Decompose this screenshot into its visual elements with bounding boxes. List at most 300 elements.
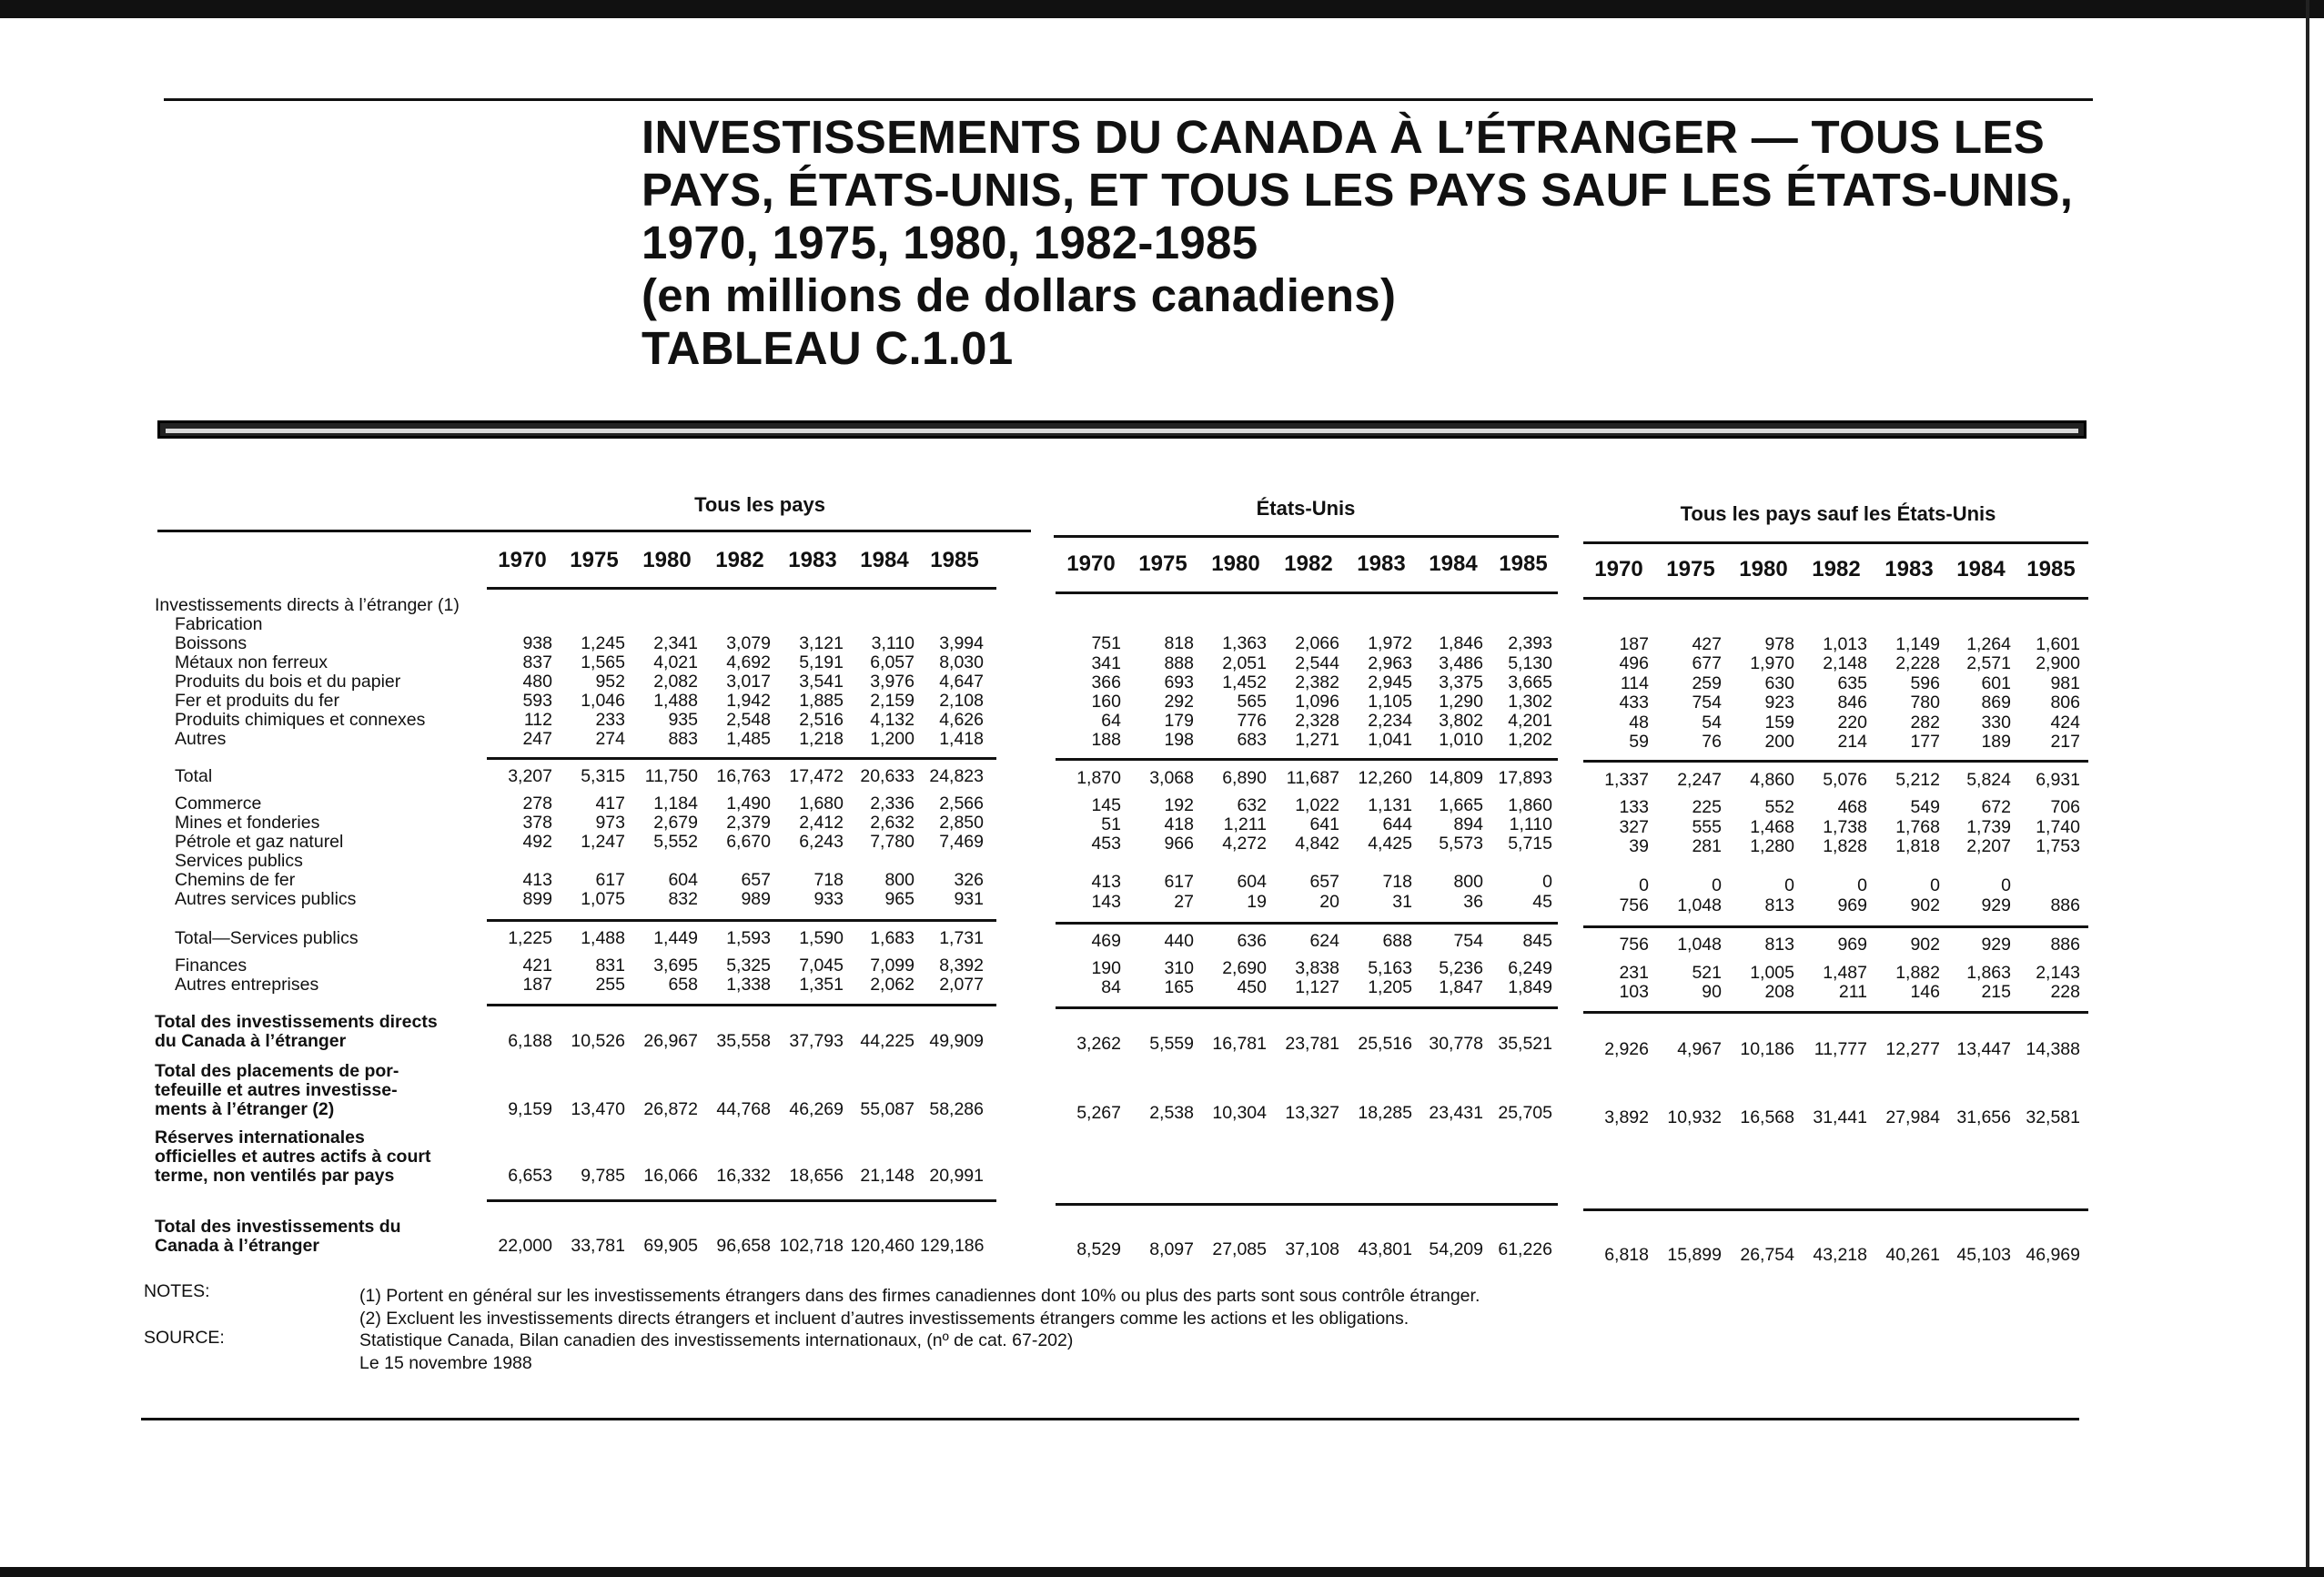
table-cell: 989 xyxy=(741,889,771,909)
row-label: Total des placements de por- tefeuille et autres investisse- ments à l’étranger (2) xyxy=(155,1061,399,1119)
table-cell: 935 xyxy=(668,710,698,730)
table-cell: 1,200 xyxy=(870,729,914,749)
year-header-row xyxy=(1056,551,1558,577)
table-cell: 192 xyxy=(1164,794,1194,815)
table-cell: 26,872 xyxy=(643,1099,698,1119)
table-row-values xyxy=(1056,673,1558,692)
table-cell: 929 xyxy=(1981,935,2011,955)
table-cell: 4,860 xyxy=(1750,769,1794,790)
row-label: Réserves internationales officielles et autres actifs à court terme, non ventilés par pays xyxy=(155,1127,431,1186)
table-cell: 1,860 xyxy=(1508,794,1552,815)
table-row-values xyxy=(1583,1108,2086,1127)
table-cell: 521 xyxy=(1692,962,1722,983)
table-cell: 1,488 xyxy=(581,928,625,948)
table-cell: 3,207 xyxy=(508,766,552,786)
row-label: Produits du bois et du papier xyxy=(175,672,401,692)
year-header: 1985 xyxy=(1499,551,1548,576)
table-cell: 36 xyxy=(1463,891,1483,912)
table-cell: 1,942 xyxy=(726,691,771,711)
table-cell: 17,472 xyxy=(789,766,844,786)
total-rule xyxy=(487,1199,996,1202)
table-cell: 635 xyxy=(1837,672,1867,693)
row-label: Commerce xyxy=(175,794,262,814)
table-row-values xyxy=(1056,1104,1558,1123)
table-cell: 1,351 xyxy=(799,975,844,995)
table-cell: 6,653 xyxy=(508,1166,552,1186)
table-cell: 0 xyxy=(1857,875,1867,896)
table-cell: 831 xyxy=(595,955,625,976)
table-cell: 1,013 xyxy=(1823,633,1867,654)
table-cell: 818 xyxy=(1164,633,1194,654)
table-cell: 247 xyxy=(522,729,552,749)
row-label: Total—Services publics xyxy=(175,928,359,948)
table-cell: 40,261 xyxy=(1885,1245,1940,1265)
table-row-values xyxy=(1583,771,2086,790)
table-cell: 1,048 xyxy=(1677,935,1722,955)
group-rule-2 xyxy=(1054,535,1559,538)
page-title xyxy=(642,111,2097,375)
table-cell: 894 xyxy=(1453,814,1483,834)
table-row-values xyxy=(487,794,989,814)
year-rule xyxy=(1056,591,1558,594)
table-cell: 754 xyxy=(1692,692,1722,713)
table-cell: 37,793 xyxy=(789,1031,844,1051)
table-row-values xyxy=(1583,635,2086,654)
table-cell: 427 xyxy=(1692,633,1722,654)
table-cell: 8,097 xyxy=(1149,1239,1194,1259)
table-cell: 1,468 xyxy=(1750,816,1794,837)
table-cell: 2,679 xyxy=(653,813,698,833)
table-cell: 3,079 xyxy=(726,633,771,653)
table-cell: 421 xyxy=(522,955,552,976)
table-cell: 2,108 xyxy=(939,691,984,711)
row-label: Mines et fonderies xyxy=(175,813,320,833)
table-cell: 1,005 xyxy=(1750,962,1794,983)
table-cell: 54,209 xyxy=(1429,1239,1483,1259)
table-cell: 177 xyxy=(1910,732,1940,753)
table-cell: 25,705 xyxy=(1498,1102,1552,1123)
table-cell: 255 xyxy=(595,975,625,995)
table-cell: 30,778 xyxy=(1429,1034,1483,1055)
table-cell: 617 xyxy=(595,870,625,890)
table-cell: 899 xyxy=(522,889,552,909)
table-cell: 220 xyxy=(1837,712,1867,733)
table-cell: 0 xyxy=(1542,872,1552,893)
table-cell: 2,393 xyxy=(1508,633,1552,654)
table-row-values xyxy=(487,672,989,692)
table-cell: 225 xyxy=(1692,797,1722,818)
table-cell: 233 xyxy=(595,710,625,730)
table-cell: 1,565 xyxy=(581,652,625,672)
table-cell: 4,201 xyxy=(1508,711,1552,732)
table-cell: 366 xyxy=(1091,672,1121,692)
table-cell: 4,647 xyxy=(939,672,984,692)
table-cell: 424 xyxy=(2050,712,2080,733)
table-cell: 3,695 xyxy=(653,955,698,976)
table-row-values xyxy=(487,956,989,976)
year-rule xyxy=(1583,597,2088,600)
table-cell: 46,969 xyxy=(2026,1245,2080,1265)
table-cell: 923 xyxy=(1764,692,1794,713)
table-cell: 44,768 xyxy=(716,1099,771,1119)
total-rule xyxy=(487,919,996,922)
row-label: Fabrication xyxy=(175,614,263,634)
table-cell: 641 xyxy=(1309,814,1339,834)
year-header: 1982 xyxy=(1812,557,1861,581)
table-cell: 2,566 xyxy=(939,794,984,814)
year-header: 1982 xyxy=(1284,551,1333,576)
table-cell: 1,280 xyxy=(1750,836,1794,857)
year-header: 1985 xyxy=(2026,557,2076,581)
table-cell: 2,341 xyxy=(653,633,698,653)
total-rule xyxy=(487,757,996,760)
table-cell: 813 xyxy=(1764,935,1794,955)
table-cell: 31,441 xyxy=(1813,1107,1867,1128)
table-cell: 1,870 xyxy=(1076,767,1121,788)
table-cell: 8,529 xyxy=(1076,1239,1121,1259)
table-cell: 632 xyxy=(1237,794,1267,815)
table-cell: 143 xyxy=(1091,891,1121,912)
table-cell: 45 xyxy=(1532,891,1552,912)
table-cell: 2,900 xyxy=(2036,653,2080,674)
table-cell: 6,931 xyxy=(2036,769,2080,790)
table-cell: 1,863 xyxy=(1966,962,2011,983)
table-cell: 706 xyxy=(2050,797,2080,818)
table-cell: 933 xyxy=(813,889,844,909)
table-cell: 929 xyxy=(1981,895,2011,915)
table-cell: 718 xyxy=(813,870,844,890)
title-line-5: TABLEAU C.1.01 xyxy=(642,322,1014,374)
year-header: 1984 xyxy=(1429,551,1478,576)
table-cell: 593 xyxy=(522,691,552,711)
table-cell: 211 xyxy=(1838,982,1867,1003)
table-row-values xyxy=(1583,693,2086,713)
table-cell: 24,823 xyxy=(929,766,984,786)
table-cell: 869 xyxy=(1981,692,2011,713)
table-row-values xyxy=(1056,873,1558,892)
table-cell: 800 xyxy=(1453,872,1483,893)
total-rule xyxy=(1583,760,2088,763)
table-cell: 5,552 xyxy=(653,832,698,852)
date-text: Le 15 novembre 1988 xyxy=(359,1353,532,1373)
table-cell: 596 xyxy=(1910,672,1940,693)
row-label: Services publics xyxy=(175,851,303,871)
table-cell: 13,470 xyxy=(571,1099,625,1119)
table-cell: 6,670 xyxy=(726,832,771,852)
table-cell: 27 xyxy=(1174,891,1194,912)
table-cell: 5,559 xyxy=(1149,1034,1194,1055)
table-cell: 190 xyxy=(1091,958,1121,979)
table-cell: 7,469 xyxy=(939,832,984,852)
table-cell: 981 xyxy=(2050,672,2080,693)
table-cell: 23,781 xyxy=(1285,1034,1339,1055)
table-cell: 35,521 xyxy=(1498,1034,1552,1055)
table-cell: 84 xyxy=(1101,977,1121,998)
table-row-values xyxy=(487,929,989,948)
table-cell: 718 xyxy=(1382,872,1412,893)
table-cell: 969 xyxy=(1837,935,1867,955)
table-cell: 2,148 xyxy=(1823,653,1867,674)
table-cell: 259 xyxy=(1692,672,1722,693)
table-cell: 1,046 xyxy=(581,691,625,711)
table-row-values xyxy=(1056,654,1558,673)
table-cell: 20 xyxy=(1319,891,1339,912)
table-cell: 23,431 xyxy=(1429,1102,1483,1123)
table-cell: 2,632 xyxy=(870,813,914,833)
year-header-row xyxy=(1583,557,2086,582)
top-rule xyxy=(164,98,2093,101)
table-row-values xyxy=(487,1237,989,1256)
table-cell: 26,754 xyxy=(1740,1245,1794,1265)
group-title-hors-etats-unis: Tous les pays sauf les États-Unis xyxy=(1680,502,1996,525)
table-cell: 11,750 xyxy=(644,766,698,786)
table-cell: 1,828 xyxy=(1823,836,1867,857)
table-cell: 1,075 xyxy=(581,889,625,909)
table-cell: 5,315 xyxy=(581,766,625,786)
table-cell: 604 xyxy=(668,870,698,890)
table-row-values xyxy=(1583,798,2086,817)
table-cell: 11,687 xyxy=(1286,767,1339,788)
table-cell: 883 xyxy=(668,729,698,749)
row-label: Métaux non ferreux xyxy=(175,652,328,672)
year-header: 1975 xyxy=(570,548,619,572)
table-row-values xyxy=(1056,815,1558,834)
row-label: Total des investissements directs du Canada à l’étranger xyxy=(155,1012,438,1051)
table-cell: 9,785 xyxy=(581,1166,625,1186)
year-header: 1983 xyxy=(1884,557,1934,581)
table-cell: 179 xyxy=(1164,711,1194,732)
table-row-values xyxy=(1056,712,1558,731)
table-cell: 1,601 xyxy=(2036,633,2080,654)
table-cell: 2,062 xyxy=(870,975,914,995)
table-cell: 2,143 xyxy=(2036,962,2080,983)
table-cell: 0 xyxy=(2001,875,2011,896)
table-row-values xyxy=(1056,959,1558,978)
table-row-values xyxy=(487,730,989,749)
table-cell: 636 xyxy=(1237,930,1267,951)
table-cell: 552 xyxy=(1764,797,1794,818)
table-cell: 1,290 xyxy=(1439,691,1483,712)
table-cell: 5,715 xyxy=(1508,834,1552,854)
table-cell: 1,184 xyxy=(653,794,698,814)
table-cell: 1,490 xyxy=(726,794,771,814)
table-cell: 18,656 xyxy=(789,1166,844,1186)
year-header: 1975 xyxy=(1666,557,1715,581)
table-cell: 2,850 xyxy=(939,813,984,833)
table-cell: 90 xyxy=(1702,982,1722,1003)
table-cell: 754 xyxy=(1453,930,1483,951)
year-header: 1983 xyxy=(1357,551,1406,576)
table-cell: 32,581 xyxy=(2026,1107,2080,1128)
table-cell: 601 xyxy=(1981,672,2011,693)
table-cell: 413 xyxy=(1091,872,1121,893)
table-cell: 776 xyxy=(1237,711,1267,732)
table-cell: 3,665 xyxy=(1508,672,1552,692)
table-cell: 189 xyxy=(1981,732,2011,753)
source-text: Statistique Canada, Bilan canadien des investissements internationaux, (nº de cat. 67-202) xyxy=(359,1330,1074,1350)
table-cell: 6,818 xyxy=(1604,1245,1649,1265)
table-row-values xyxy=(1056,1240,1558,1259)
table-cell: 64 xyxy=(1101,711,1121,732)
table-cell: 1,110 xyxy=(1509,814,1552,834)
table-cell: 27,085 xyxy=(1212,1239,1267,1259)
table-cell: 215 xyxy=(1981,982,2011,1003)
table-cell: 198 xyxy=(1164,730,1194,751)
notes-label: NOTES: xyxy=(144,1281,210,1301)
table-cell: 780 xyxy=(1910,692,1940,713)
table-cell: 187 xyxy=(1619,633,1649,654)
table-cell: 43,801 xyxy=(1358,1239,1412,1259)
table-row-values xyxy=(487,871,989,890)
table-cell: 114 xyxy=(1620,672,1649,693)
table-row-values xyxy=(487,976,989,995)
table-cell: 44,225 xyxy=(860,1031,914,1051)
table-cell: 133 xyxy=(1619,797,1649,818)
table-cell: 1,247 xyxy=(581,832,625,852)
table-cell: 326 xyxy=(954,870,984,890)
note-2: (2) Excluent les investissements directs étrangers et incluent d’autres investissements étrangers comme les actions et les obligations. xyxy=(359,1309,1410,1329)
table-row-values xyxy=(1583,654,2086,673)
table-cell: 2,544 xyxy=(1295,652,1339,673)
table-cell: 1,218 xyxy=(799,729,844,749)
table-cell: 12,277 xyxy=(1885,1038,1940,1059)
table-cell xyxy=(2016,876,2086,895)
scan-border-bottom xyxy=(0,1567,2324,1577)
year-header: 1975 xyxy=(1138,551,1187,576)
table-cell: 657 xyxy=(741,870,771,890)
row-label: Chemins de fer xyxy=(175,870,296,890)
table-cell: 10,304 xyxy=(1212,1102,1267,1123)
table-cell: 5,163 xyxy=(1368,958,1412,979)
table-cell: 55,087 xyxy=(860,1099,914,1119)
table-cell: 3,802 xyxy=(1439,711,1483,732)
table-cell: 10,526 xyxy=(571,1031,625,1051)
table-cell: 2,516 xyxy=(799,710,844,730)
table-cell: 1,363 xyxy=(1222,633,1267,654)
table-cell: 969 xyxy=(1837,895,1867,915)
table-cell: 800 xyxy=(884,870,914,890)
table-cell: 1,593 xyxy=(726,928,771,948)
row-label: Total des investissements du Canada à l’étranger xyxy=(155,1217,401,1256)
table-cell: 644 xyxy=(1382,814,1412,834)
table-cell: 453 xyxy=(1091,834,1121,854)
table-cell: 187 xyxy=(522,975,552,995)
row-label: Produits chimiques et connexes xyxy=(175,710,426,730)
table-cell: 145 xyxy=(1091,794,1121,815)
table-cell: 188 xyxy=(1091,730,1121,751)
table-cell: 282 xyxy=(1910,712,1940,733)
table-cell: 845 xyxy=(1522,930,1552,951)
row-label: Pétrole et gaz naturel xyxy=(175,832,344,852)
year-header: 1984 xyxy=(1956,557,2006,581)
table-cell: 931 xyxy=(954,889,984,909)
table-cell: 751 xyxy=(1091,633,1121,654)
table-cell: 2,945 xyxy=(1368,672,1412,692)
table-cell: 292 xyxy=(1164,691,1194,712)
table-cell: 5,130 xyxy=(1508,652,1552,673)
row-label: Autres xyxy=(175,729,227,749)
table-row-values xyxy=(1056,796,1558,815)
table-row-values xyxy=(1056,634,1558,653)
table-cell: 3,110 xyxy=(871,633,914,653)
table-cell: 1,683 xyxy=(870,928,914,948)
table-row-values xyxy=(1056,978,1558,997)
table-cell: 2,066 xyxy=(1295,633,1339,654)
table-cell: 2,926 xyxy=(1604,1038,1649,1059)
table-cell: 2,328 xyxy=(1295,711,1339,732)
table-cell: 37,108 xyxy=(1285,1239,1339,1259)
table-cell: 15,899 xyxy=(1667,1245,1722,1265)
group-rule-3 xyxy=(1583,541,2088,544)
table-cell: 3,068 xyxy=(1149,767,1194,788)
year-header: 1984 xyxy=(860,548,909,572)
table-cell: 1,245 xyxy=(581,633,625,653)
table-cell: 2,412 xyxy=(799,813,844,833)
table-cell: 5,236 xyxy=(1439,958,1483,979)
total-rule xyxy=(487,1004,996,1006)
year-rule xyxy=(487,587,996,590)
table-cell: 938 xyxy=(522,633,552,653)
table-cell: 832 xyxy=(668,889,698,909)
table-cell: 12,260 xyxy=(1358,767,1412,788)
table-cell: 1,022 xyxy=(1295,794,1339,815)
note-1: (1) Portent en général sur les investissements étrangers dans des firmes canadiennes dont 10% ou plus des parts sont sous contrôle étranger. xyxy=(359,1286,1480,1306)
table-cell: 1,738 xyxy=(1823,816,1867,837)
table-cell: 31,656 xyxy=(1956,1107,2011,1128)
table-cell: 3,892 xyxy=(1604,1107,1649,1128)
table-cell: 813 xyxy=(1764,895,1794,915)
table-cell: 973 xyxy=(595,813,625,833)
table-cell: 19 xyxy=(1247,891,1267,912)
source-label: SOURCE: xyxy=(144,1328,225,1348)
table-row-values xyxy=(1056,769,1558,788)
table-cell: 469 xyxy=(1091,930,1121,951)
table-row-values xyxy=(1583,935,2086,955)
table-cell: 3,486 xyxy=(1439,652,1483,673)
table-cell: 1,846 xyxy=(1439,633,1483,654)
total-rule xyxy=(1583,1208,2088,1211)
table-cell: 1,452 xyxy=(1222,672,1267,692)
table-cell: 4,272 xyxy=(1222,834,1267,854)
table-cell: 0 xyxy=(1712,875,1722,896)
year-header: 1982 xyxy=(715,548,764,572)
table-cell: 16,332 xyxy=(716,1166,771,1186)
table-cell: 10,186 xyxy=(1740,1038,1794,1059)
table-cell: 5,573 xyxy=(1439,834,1483,854)
table-cell: 1,740 xyxy=(2036,816,2080,837)
table-cell: 9,159 xyxy=(508,1099,552,1119)
table-cell: 604 xyxy=(1237,872,1267,893)
table-row-values xyxy=(487,890,989,909)
row-label: Autres services publics xyxy=(175,889,357,909)
table-cell: 1,041 xyxy=(1368,730,1412,751)
table-cell: 5,076 xyxy=(1823,769,1867,790)
table-cell: 1,590 xyxy=(799,928,844,948)
table-cell: 2,690 xyxy=(1222,958,1267,979)
table-cell: 54 xyxy=(1702,712,1722,733)
table-cell: 228 xyxy=(2050,982,2080,1003)
table-cell: 2,382 xyxy=(1295,672,1339,692)
scan-border-right xyxy=(2306,0,2309,1577)
table-cell: 672 xyxy=(1981,797,2011,818)
table-cell: 1,485 xyxy=(726,729,771,749)
table-row-values xyxy=(1583,964,2086,983)
table-cell: 48 xyxy=(1629,712,1649,733)
table-cell: 677 xyxy=(1692,653,1722,674)
table-cell: 6,188 xyxy=(508,1031,552,1051)
table-row-values xyxy=(487,1032,989,1051)
table-cell: 617 xyxy=(1164,872,1194,893)
